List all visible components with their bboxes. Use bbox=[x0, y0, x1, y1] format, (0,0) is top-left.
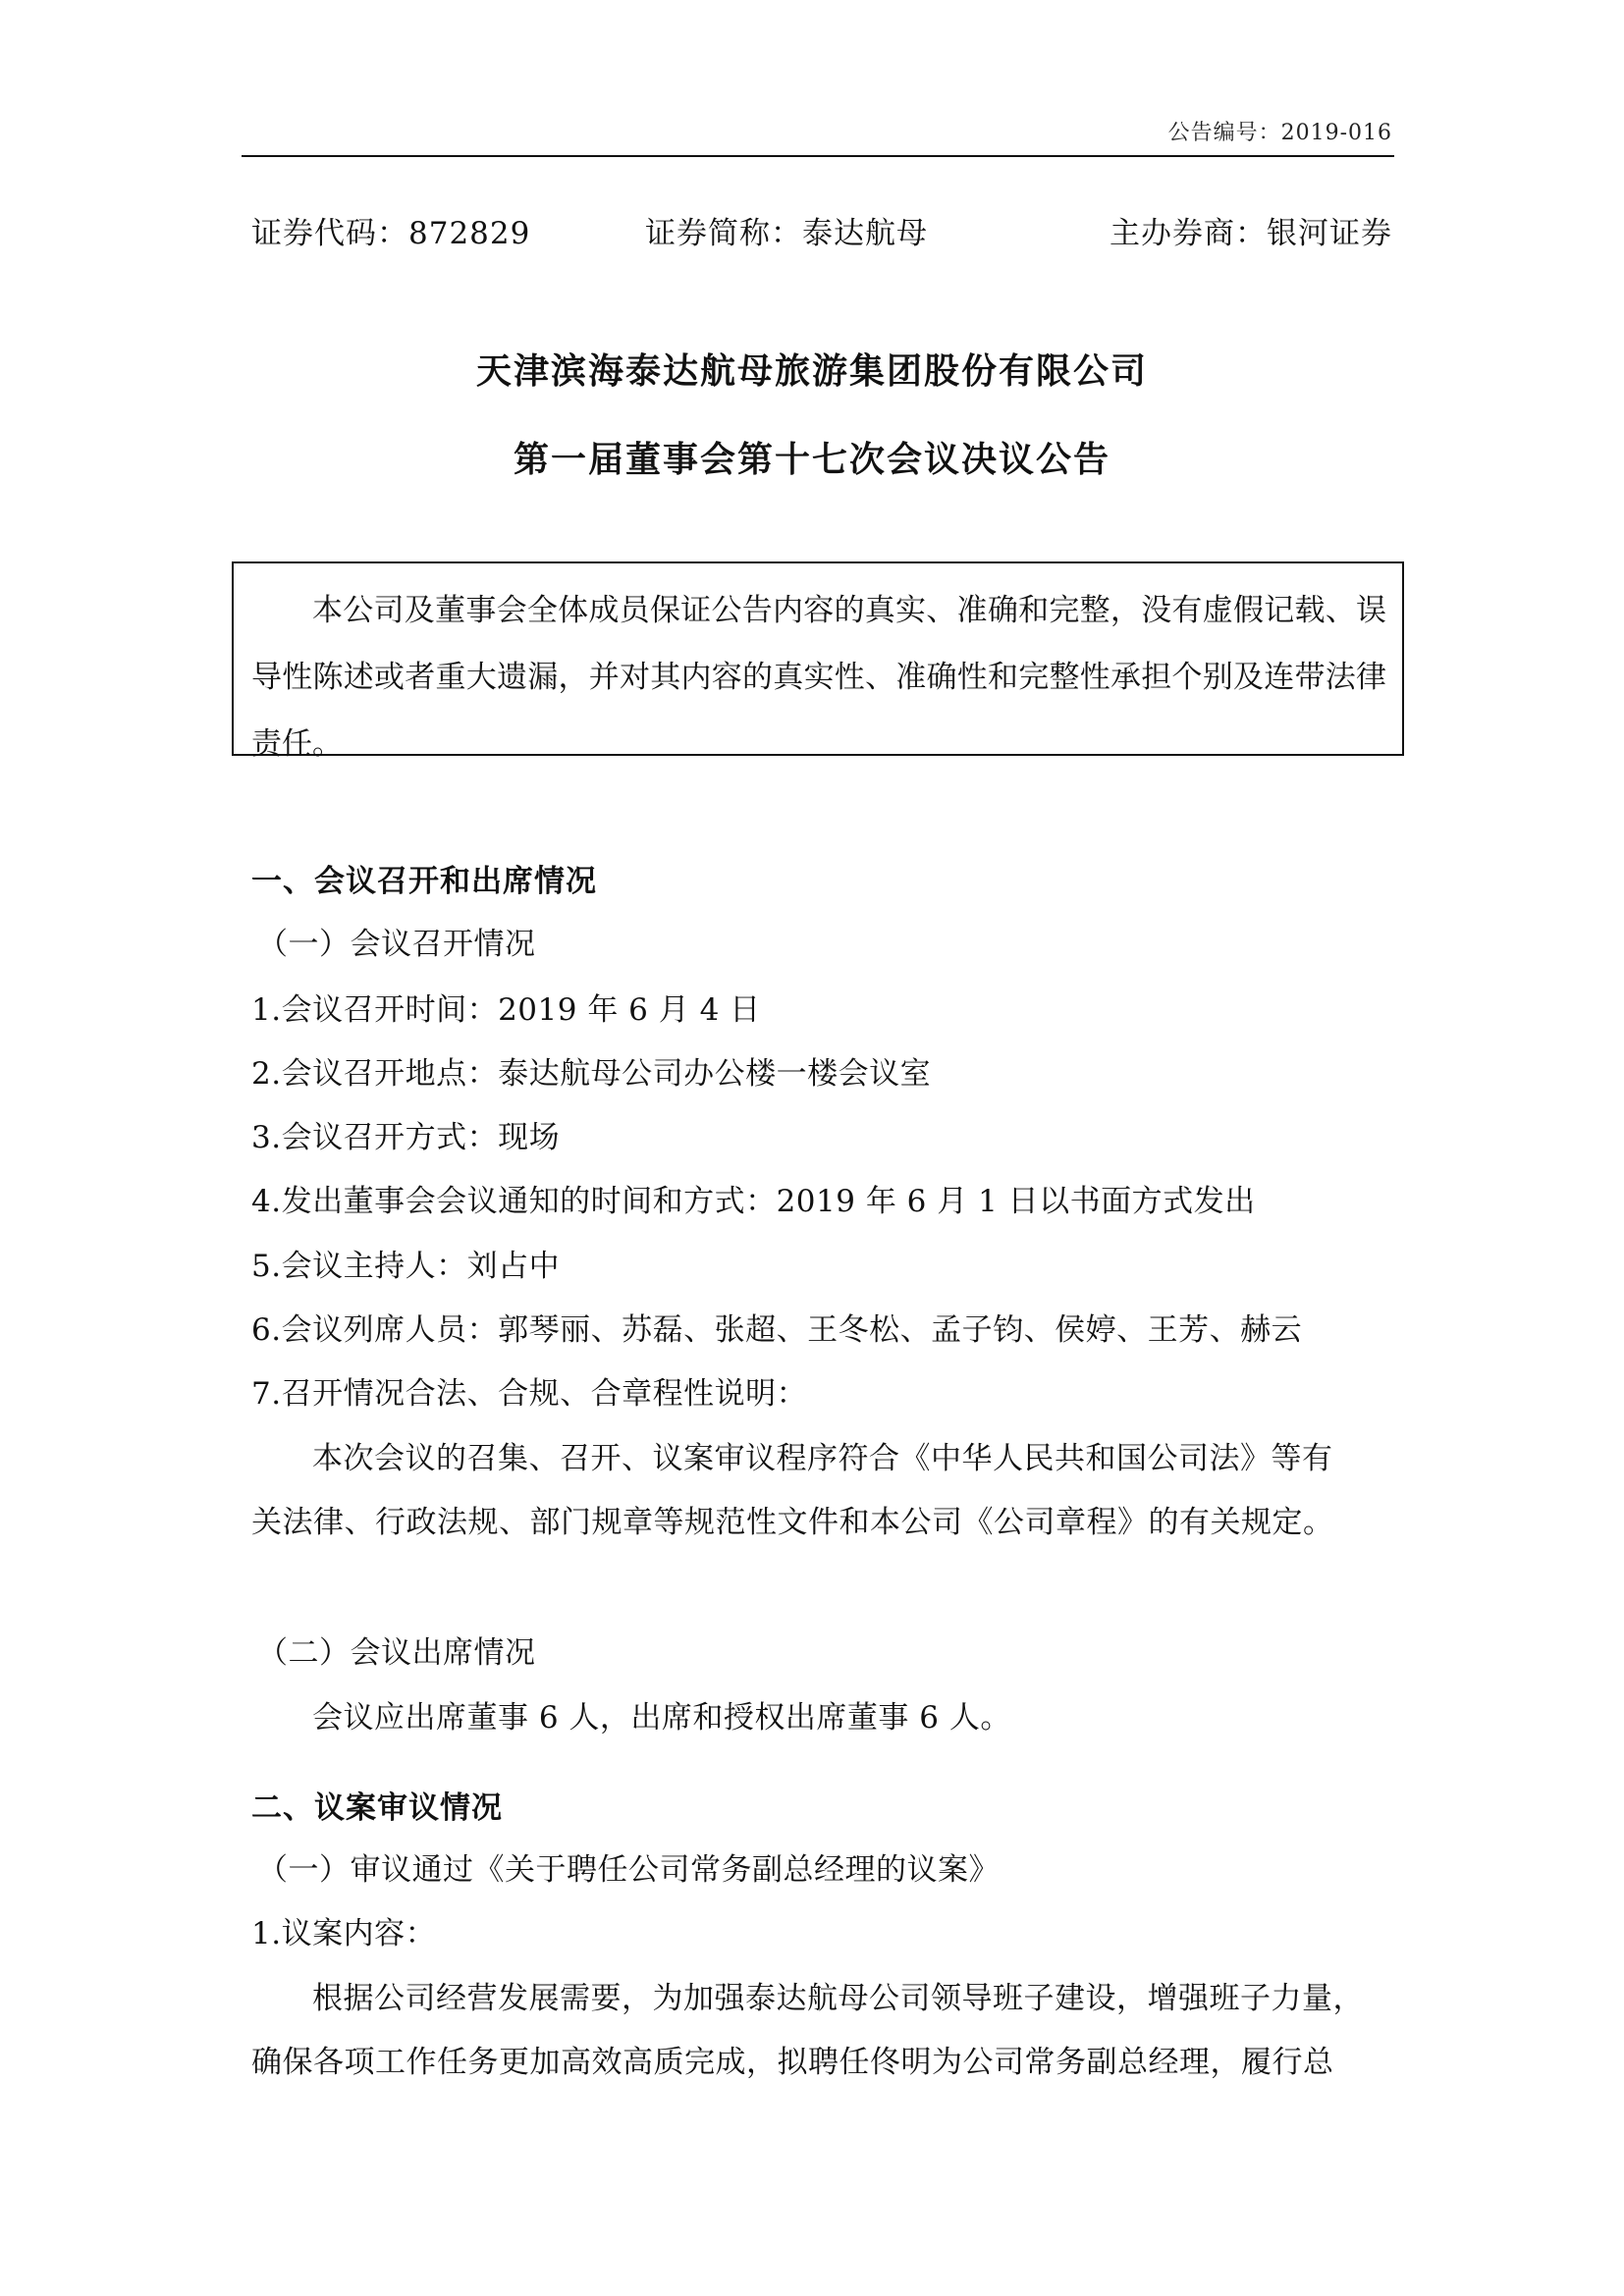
announcement-number: 公告编号：2019-016 bbox=[1167, 121, 1392, 145]
legality-line-1: 本次会议的召集、召开、议案审议程序符合《中华人民共和国公司法》等有 bbox=[312, 1441, 1333, 1476]
attendees: 6.会议列席人员：郭琴丽、苏磊、张超、王冬松、孟子钧、侯婷、王芳、赫云 bbox=[251, 1312, 1303, 1348]
meeting-method: 3.会议召开方式：现场 bbox=[251, 1120, 561, 1155]
sponsor-broker: 主办券商：银河证券 bbox=[1110, 216, 1392, 251]
section2-sub1: （一）审议通过《关于聘任公司常务副总经理的议案》 bbox=[257, 1852, 1000, 1888]
legality-heading: 7.召开情况合法、合规、合章程性说明： bbox=[251, 1376, 808, 1412]
attendance-text: 会议应出席董事 6 人，出席和授权出席董事 6 人。 bbox=[312, 1700, 1011, 1735]
disclaimer-text-content: 本公司及董事会全体成员保证公告内容的真实、准确和完整，没有虚假记载、误导性陈述或者重大遗漏，并对其内容的真实性、准确性和完整性承担个别及连带法律责任。 bbox=[251, 593, 1386, 762]
meeting-time: 1.会议召开时间：2019 年 6 月 4 日 bbox=[251, 992, 761, 1028]
section2-heading: 二、议案审议情况 bbox=[251, 1790, 503, 1826]
disclaimer-box bbox=[232, 561, 1404, 762]
company-title: 天津滨海泰达航母旅游集团股份有限公司 bbox=[475, 350, 1148, 392]
proposal-content-label: 1.议案内容： bbox=[251, 1916, 437, 1951]
section1-sub2: （二）会议出席情况 bbox=[257, 1635, 536, 1671]
disclaimer-text bbox=[251, 577, 1386, 777]
notice-time-method: 4.发出董事会会议通知的时间和方式：2019 年 6 月 1 日以书面方式发出 bbox=[251, 1184, 1256, 1219]
legality-line-2: 关法律、行政法规、部门规章等规范性文件和本公司《公司章程》的有关规定。 bbox=[251, 1505, 1334, 1540]
meeting-location: 2.会议召开地点：泰达航母公司办公楼一楼会议室 bbox=[251, 1056, 932, 1092]
meeting-host: 5.会议主持人：刘占中 bbox=[251, 1249, 561, 1284]
security-abbreviation: 证券简称：泰达航母 bbox=[645, 216, 928, 251]
section1-sub1: （一）会议召开情况 bbox=[257, 927, 536, 962]
header-rule bbox=[242, 155, 1394, 157]
security-code: 证券代码：872829 bbox=[251, 216, 531, 251]
proposal-content-line-1: 根据公司经营发展需要，为加强泰达航母公司领导班子建设，增强班子力量， bbox=[312, 1981, 1364, 2016]
section1-heading: 一、会议召开和出席情况 bbox=[251, 864, 597, 899]
proposal-content-line-2: 确保各项工作任务更加高效高质完成，拟聘任佟明为公司常务副总经理，履行总 bbox=[251, 2045, 1334, 2080]
document-title: 第一届董事会第十七次会议决议公告 bbox=[513, 439, 1110, 480]
